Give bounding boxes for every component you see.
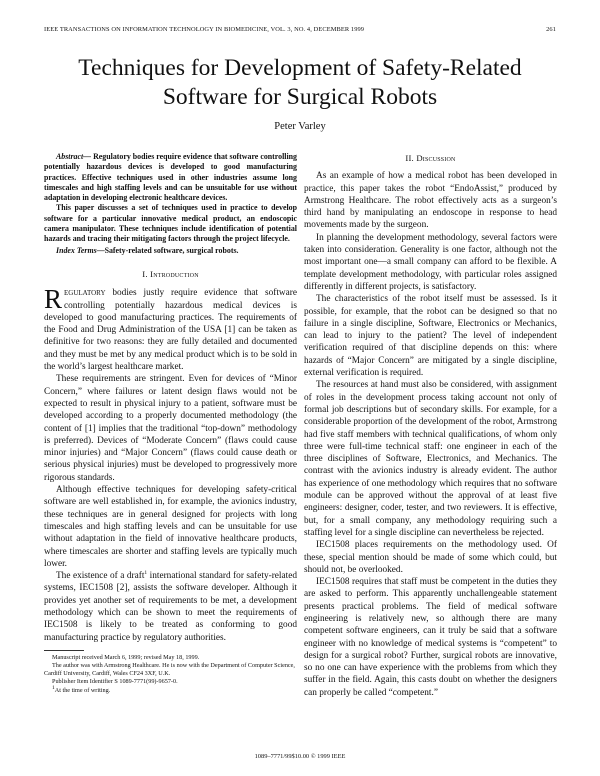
author-name: Peter Varley bbox=[274, 121, 326, 132]
abstract-lead: Abstract— bbox=[56, 152, 92, 161]
left-column bbox=[44, 152, 297, 695]
index-terms-lead: Index Terms bbox=[56, 245, 97, 255]
index-terms-text: —Safety-related software, surgical robots. bbox=[96, 245, 239, 255]
intro-paragraph-4 bbox=[44, 570, 297, 644]
footnote-marker: 1 bbox=[144, 570, 148, 576]
section-2-numeral: II. bbox=[405, 153, 414, 163]
footnotes bbox=[44, 654, 297, 695]
intro-paragraph-3: Although effective techniques for developing safety-critical software are well established in, for example, the avionics industry, these techniques are in general designed for projects with long timescales and high staffing levels and can be unsuitable for use without adaptation in the field of innovative healthcare products, where timescales are shorter and staffing levels are typically much lower. bbox=[44, 485, 297, 569]
footnote-1-mark: 1 bbox=[52, 684, 55, 691]
page-number: 261 bbox=[546, 26, 556, 33]
abstract-paragraph-1 bbox=[44, 152, 297, 203]
copyright-line: 1089–7771/99$10.00 © 1999 IEEE bbox=[254, 753, 346, 760]
discussion-paragraph-1: As an example of how a medical robot has been developed in practice, this paper takes the robot “EndoAssist,” produced by Armstrong Healthcare. The robot effectively acts as a surgeon’s third hand by manipulating an endoscope in response to head movements made by the surgeon. bbox=[304, 171, 557, 231]
footnote-1-text: At the time of writing. bbox=[54, 686, 111, 694]
discussion-paragraph-3: The characteristics of the robot itself must be assessed. Is it possible, for example, that the robot can be designed so that no failure in a single discipline, Software, Electronics or Mechanics, can lead to injury to the patient? The level of independent verification required of that discipline depends on this: where hazards of “Major Concern” are mitigated by a single discipline, external verification is required. bbox=[304, 294, 557, 379]
intro-text-4b: international standard for safety-related systems, IEC1508 [2], assists the software developer. Although it provides yet another set of requirements to be met, a development methodology which can be shown to meet the requirements of IEC1508 is likely to be treated as conforming to good manufacturing practice by regulatory authorities. bbox=[44, 571, 297, 643]
intro-caps-run: egulatory bbox=[64, 288, 106, 299]
section-2-heading bbox=[304, 152, 557, 164]
right-column bbox=[304, 152, 557, 699]
footnote-received: Manuscript received March 6, 1999; revised May 18, 1999. bbox=[52, 653, 200, 661]
footnote-affiliation: The author was with Armstrong Healthcare. He is now with the Department of Computer Science, Cardiff University, Cardiff, Wales CF24 3XF, U.K. bbox=[44, 662, 295, 678]
title-line-1: Techniques for Development of Safety-Related bbox=[78, 55, 522, 81]
section-2-title: Discussion bbox=[416, 153, 456, 163]
footnote-rule bbox=[44, 650, 84, 651]
discussion-paragraph-4: The resources at hand must also be considered, with assignment of roles in the development process taking account not only of formal job descriptions but of secondary skills. For example, for a considerable proportion of the development of the robot, Armstrong had five staff members with technical qualifications, of whom only three were full-time technical staff: one engineer in each of the three disciplines of Software, Electronics, and Mechanics. The contrast with the avionics industry is already evident. The author has experience of one methodology which requires that no software module can be approved without the approval of at least five engineers: designer, coder, tester, and two reviewers. It is effective, but, for a small company, any methodology requiring such a staffing level for a single discipline can nevertheless be rejected. bbox=[304, 380, 557, 538]
drop-cap: R bbox=[44, 284, 63, 315]
title-line-2: Software for Surgical Robots bbox=[162, 84, 438, 110]
intro-paragraph-1 bbox=[44, 284, 297, 373]
section-1-numeral: I. bbox=[142, 268, 148, 279]
intro-paragraph-2: These requirements are stringent. Even for devices of “Minor Concern,” where failures or latent design flaws would not be expected to result in physical injury to a patient, software must be developed according to a properly documented methodology (the content of [1] implies that the traditional “top-down” methodology is preferred). Devices of “Moderate Concern” (flaws could cause minor injuries) and “Major Concern” (flaws could cause death or serious physical injuries) must be developed to progressively more rigorous standards. bbox=[44, 374, 297, 483]
section-1-title: Introduction bbox=[150, 268, 199, 279]
abstract-text-1: Regulatory bodies require evidence that software controlling potentially hazardous devices is developed to good manufacturing practices. Effective techniques used in other industries assume long timescales and high staffing levels and can be unsuitable for use without adaptation in developing electronic healthcare devices. bbox=[44, 152, 297, 203]
journal-citation: IEEE TRANSACTIONS ON INFORMATION TECHNOLOGY IN BIOMEDICINE, VOL. 3, NO. 4, DECEMBER 1999 bbox=[44, 26, 365, 33]
section-1-heading bbox=[44, 268, 297, 280]
footnote-1 bbox=[44, 684, 297, 695]
footnote-identifier: Publisher Item Identifier S 1089-7771(99)-9657-0. bbox=[52, 678, 178, 686]
intro-text-1: bodies justly require evidence that software controlling potentially hazardous medical devices is developed to good manufacturing practices. The requirements of the Food and Drug Administration of the USA [1] can be taken as definitive for two reasons: they are fully detailed and documented and they must be met by any medical product which is to be sold in the world’s largest healthcare market. bbox=[44, 288, 297, 373]
discussion-paragraph-6: IEC1508 requires that staff must be competent in the duties they are asked to perform. This apparently unchallengeable statement presents practical problems. The field of medical software engineering is relatively new, so although there are many competent software engineers, can it truly be said that a software engineer with no knowledge of medical systems is “competent” to design for a surgical robot? Further, surgical robots are innovative, so no one can have experience with the problems from which they suffer in the field. Again, this casts doubt on whether the designers can properly be called “competent.” bbox=[304, 577, 557, 698]
discussion-paragraph-2: In planning the development methodology, several factors were taken into consideration. Generality is one factor, although not the most important one—a small company can afford to be flexible. A template development methodology, with particular roles assigned differently in different projects, is satisfactory. bbox=[304, 232, 557, 292]
paper-title bbox=[40, 54, 560, 112]
discussion-paragraph-5: IEC1508 places requirements on the methodology used. Of these, special mention should be made of some which could, but should not, be overlooked. bbox=[304, 540, 557, 575]
abstract-paragraph-2: This paper discusses a set of techniques used in practice to develop software for a particular innovative medical product, an endoscopic camera manipulator. These techniques include identification of potential hazards and tracing their mitigating factors through the project lifecycle. bbox=[44, 203, 297, 244]
index-terms bbox=[44, 246, 297, 256]
intro-text-4a: The existence of a draft bbox=[56, 571, 145, 582]
